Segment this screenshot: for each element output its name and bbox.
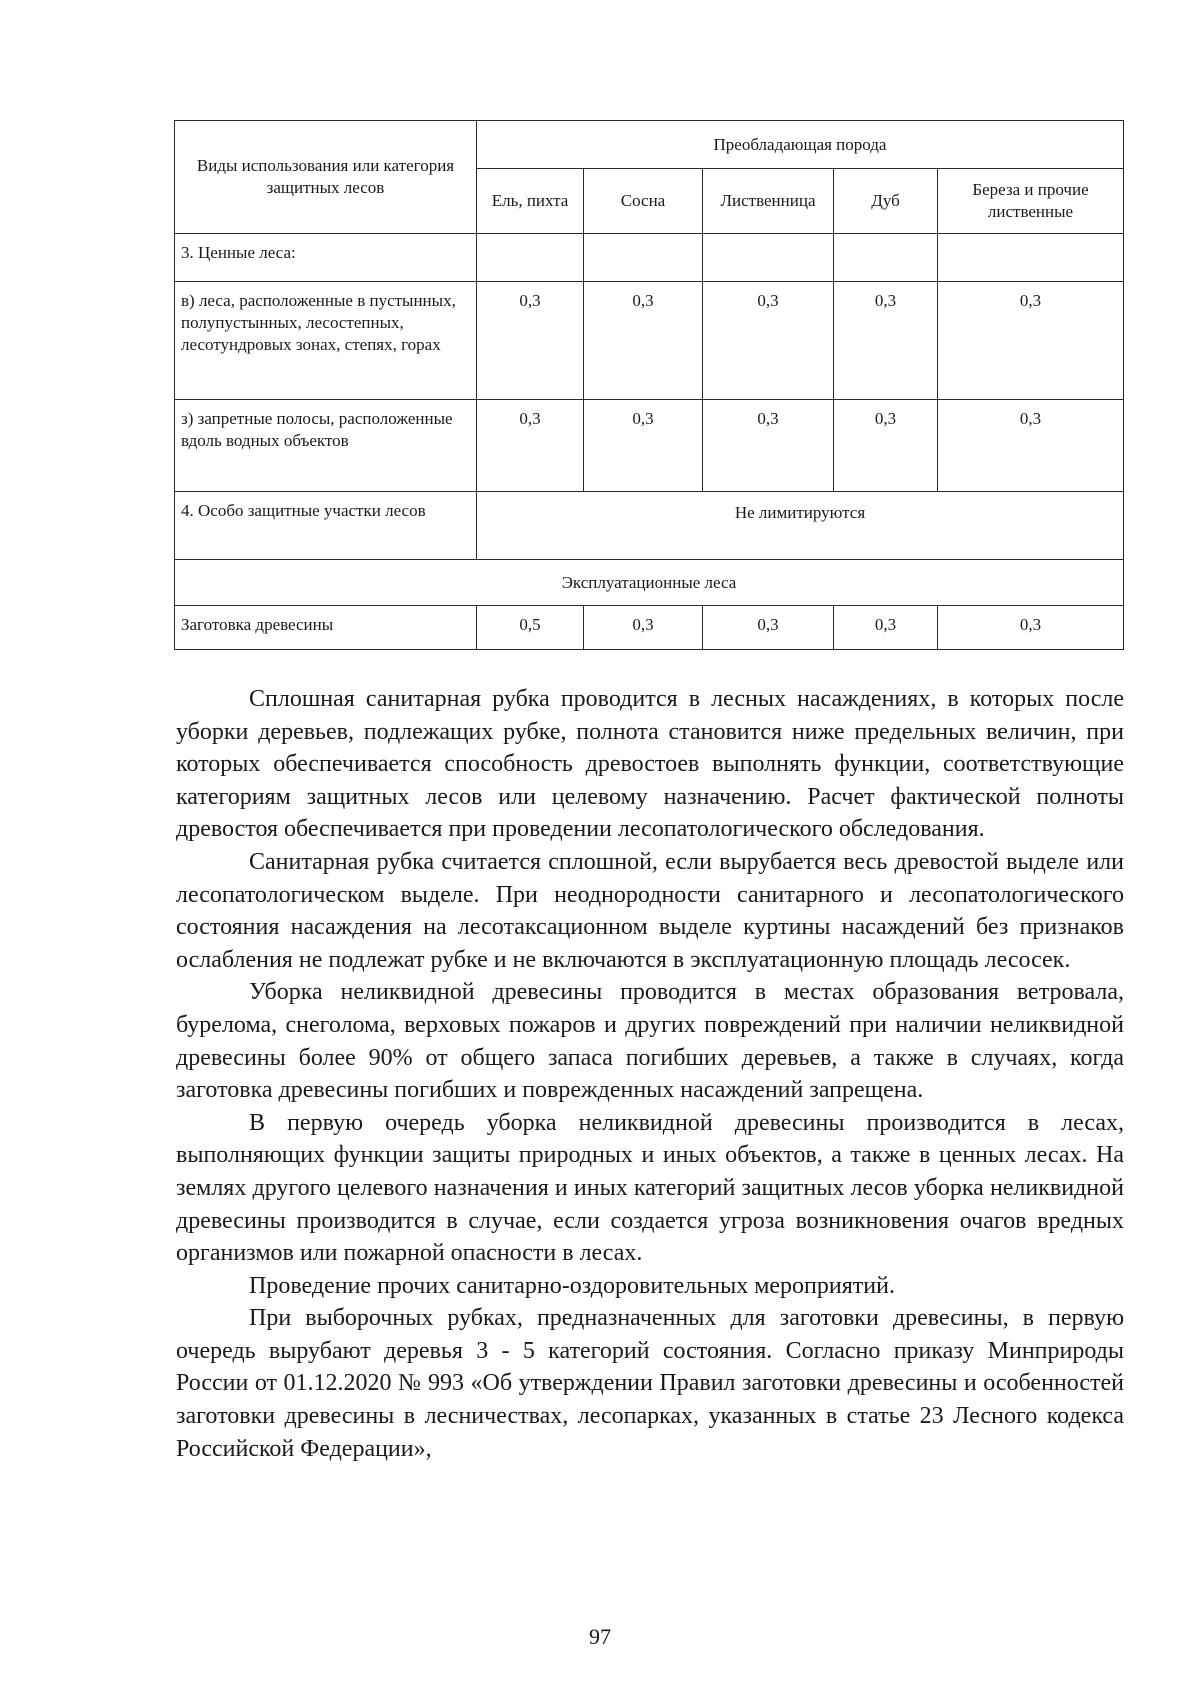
- table-cell-value: 0,3: [834, 282, 938, 400]
- table-cell-value: 0,3: [938, 400, 1124, 492]
- paragraph-priority-removal: В первую очередь уборка неликвидной древесины производится в лесах, выполняющих функции защиты природных и иных объектов, а также в ценных лесах. На землях другого целевого назначения и иных категорий защитных лесов уборка неликвидной древесины производится в случае, если создается угроза возникновения очагов вредных организмов или пожарной опасности в лесах.: [176, 1109, 1124, 1267]
- table-cell-empty: [584, 234, 703, 282]
- species-header-larch: Лиственница: [703, 169, 834, 234]
- valuable-forests-label: 3. Ценные леса:: [175, 234, 477, 282]
- species-header-spruce-fir: Ель, пихта: [477, 169, 584, 234]
- paragraph-selective-felling: При выборочных рубках, предназначенных для заготовки древесины, в первую очередь вырубают деревья 3 - 5 категорий состояния. Согласно приказу Минприроды России от 01.12.2020 № 993 «Об утверждении Правил заготовки древесины и особенностей заготовки древесины в лесничествах, лесопарках, указанных в статье 23 Лесного кодекса Российской Федерации»,: [176, 1305, 1124, 1462]
- paragraph-illiquid-wood-removal: Уборка неликвидной древесины проводится в местах образования ветровала, бурелома, снеголома, верховых пожаров и других повреждений при наличии неликвидной древесины более 90% от общего запаса погибших деревьев, а также в случаях, когда заготовка древесины погибших и поврежденных насаждений запрещена.: [176, 979, 1124, 1104]
- table-row-special-protective: [175, 492, 1124, 560]
- not-limited-note: Не лимитируются: [477, 492, 1124, 560]
- forest-use-table: [174, 120, 1124, 650]
- table-cell-value: 0,3: [834, 400, 938, 492]
- table-cell-empty: [703, 234, 834, 282]
- table-cell-value: 0,5: [477, 606, 584, 650]
- body-text: [176, 683, 1124, 1465]
- table-header-row-1: [175, 121, 1124, 169]
- table-row-protective-strips: [175, 400, 1124, 492]
- table-row-valuable-forests: [175, 234, 1124, 282]
- timber-harvesting-label: Заготовка древесины: [175, 606, 477, 650]
- table-cell-value: 0,3: [477, 282, 584, 400]
- table-cell-empty: [834, 234, 938, 282]
- table-row-desert-zones: [175, 282, 1124, 400]
- usage-type-header: Виды использования или категория защитных лесов: [175, 121, 477, 234]
- predominant-species-header: Преобладающая порода: [477, 121, 1124, 169]
- table-cell-value: 0,3: [938, 282, 1124, 400]
- exploitation-forests-heading: Эксплуатационные леса: [175, 560, 1124, 606]
- desert-zones-label: в) леса, расположенные в пустынных, полупустынных, лесостепных, лесотундровых зонах, степях, горах: [175, 282, 477, 400]
- table-cell-value: 0,3: [938, 606, 1124, 650]
- page-number: 97: [589, 1624, 611, 1649]
- paragraph-other-measures: Проведение прочих санитарно-оздоровительных мероприятий.: [249, 1272, 895, 1299]
- table-cell-value: 0,3: [477, 400, 584, 492]
- species-header-pine: Сосна: [584, 169, 703, 234]
- table-row-timber-harvesting: [175, 606, 1124, 650]
- table-cell-value: 0,3: [834, 606, 938, 650]
- species-header-birch-other: Береза и прочие лиственные: [938, 169, 1124, 234]
- table-cell-value: 0,3: [703, 282, 834, 400]
- table-cell-value: 0,3: [584, 606, 703, 650]
- protective-strips-label: з) запретные полосы, расположенные вдоль водных объектов: [175, 400, 477, 492]
- table-cell-empty: [477, 234, 584, 282]
- species-header-oak: Дуб: [834, 169, 938, 234]
- table-cell-value: 0,3: [584, 400, 703, 492]
- table-cell-empty: [938, 234, 1124, 282]
- table-cell-value: 0,3: [584, 282, 703, 400]
- table-cell-value: 0,3: [703, 606, 834, 650]
- paragraph-clear-sanitary-felling: Сплошная санитарная рубка проводится в лесных насаждениях, в которых после уборки деревьев, подлежащих рубке, полнота становится ниже предельных величин, при которых обеспечивается способность древостоев выполнять функции, соответствующие категориям защитных лесов или целевому назначению. Расчет фактической полноты древостоя обеспечивается при проведении лесопатологического обследования.: [176, 686, 1124, 843]
- table-row-exploitation-heading: [175, 560, 1124, 606]
- paragraph-sanitary-felling-definition: Санитарная рубка считается сплошной, если вырубается весь древостой выделе или лесопатологическом выделе. При неоднородности санитарного и лесопатологического состояния насаждения на лесотаксационном выделе куртины насаждений без признаков ослабления не подлежат рубке и не включаются в эксплуатационную площадь лесосек.: [176, 848, 1124, 973]
- table-cell-value: 0,3: [703, 400, 834, 492]
- special-protective-label: 4. Особо защитные участки лесов: [175, 492, 477, 560]
